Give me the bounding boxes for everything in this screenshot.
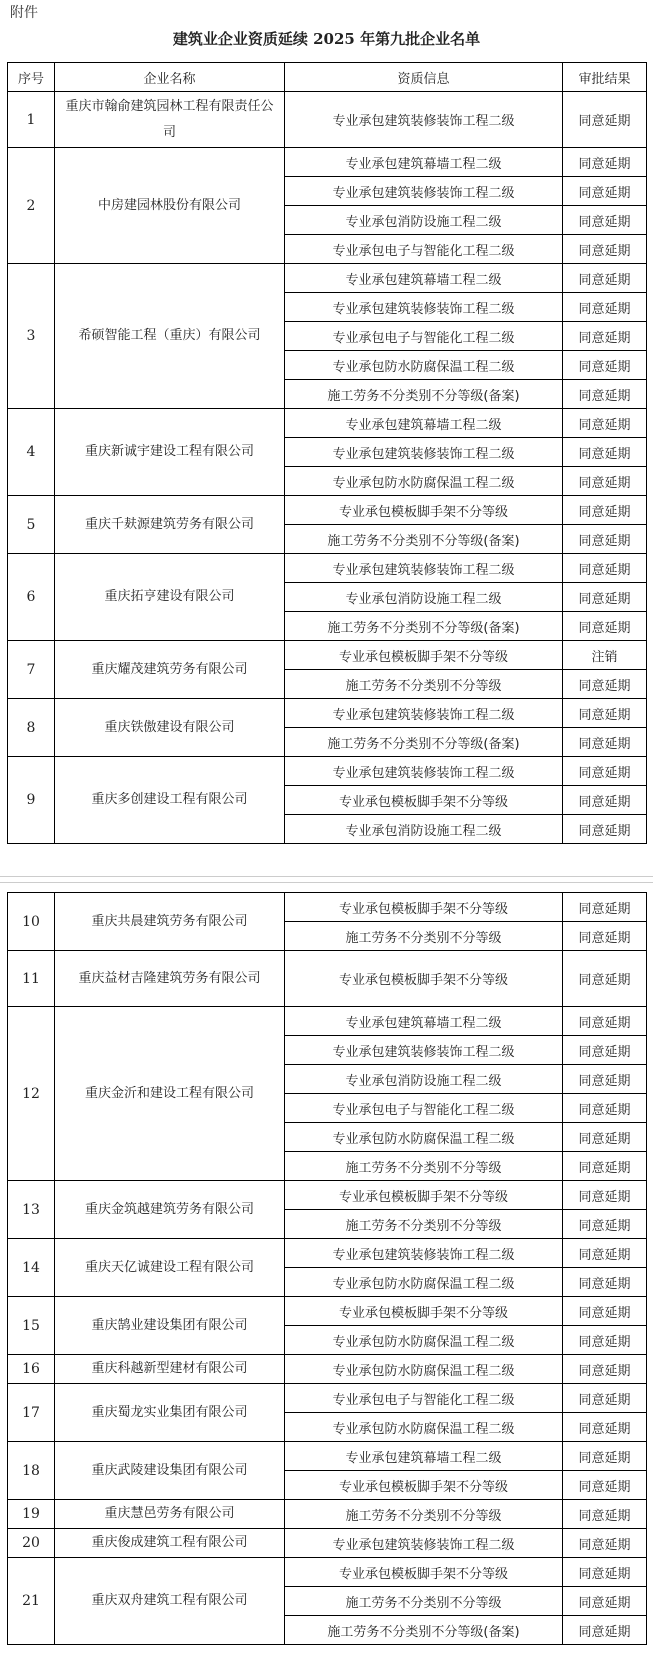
result-cell: 同意延期	[563, 293, 647, 322]
qualification-cell: 专业承包模板脚手架不分等级	[285, 786, 563, 815]
seq-number: 2	[8, 148, 55, 264]
table-row	[8, 496, 647, 525]
result-cell: 同意延期	[563, 496, 647, 525]
seq-number: 3	[8, 264, 55, 409]
result-cell: 同意延期	[563, 951, 647, 1007]
result-cell: 同意延期	[563, 177, 647, 206]
result-cell: 同意延期	[563, 815, 647, 844]
qualification-cell: 专业承包建筑幕墙工程二级	[285, 409, 563, 438]
table-row	[8, 1007, 647, 1036]
table-row	[8, 1239, 647, 1268]
seq-number: 19	[8, 1500, 55, 1529]
result-cell: 同意延期	[563, 1587, 647, 1616]
company-name: 重庆科越新型建材有限公司	[55, 1355, 285, 1384]
table-row	[8, 148, 647, 177]
qualification-cell: 施工劳务不分类别不分等级(备案)	[285, 525, 563, 554]
table-row	[8, 1384, 647, 1413]
result-cell: 同意延期	[563, 893, 647, 922]
qualification-cell: 专业承包建筑装修装饰工程二级	[285, 1239, 563, 1268]
seq-number: 8	[8, 699, 55, 757]
result-cell: 同意延期	[563, 235, 647, 264]
result-cell: 同意延期	[563, 1239, 647, 1268]
company-name: 中房建园林股份有限公司	[55, 148, 285, 264]
result-cell: 同意延期	[563, 670, 647, 699]
result-cell: 同意延期	[563, 206, 647, 235]
header-result: 审批结果	[563, 63, 647, 92]
company-name: 重庆耀茂建筑劳务有限公司	[55, 641, 285, 699]
seq-number: 12	[8, 1007, 55, 1181]
seq-number: 21	[8, 1558, 55, 1645]
result-cell: 同意延期	[563, 1181, 647, 1210]
result-cell: 同意延期	[563, 467, 647, 496]
seq-number: 13	[8, 1181, 55, 1239]
qualification-cell: 专业承包建筑装修装饰工程二级	[285, 554, 563, 583]
seq-number: 16	[8, 1355, 55, 1384]
result-cell: 同意延期	[563, 922, 647, 951]
qualification-cell: 专业承包防水防腐保温工程二级	[285, 1123, 563, 1152]
table-row	[8, 554, 647, 583]
qualification-cell: 专业承包模板脚手架不分等级	[285, 1297, 563, 1326]
result-cell: 同意延期	[563, 525, 647, 554]
table-row	[8, 1355, 647, 1384]
qualification-cell: 专业承包建筑装修装饰工程二级	[285, 1529, 563, 1558]
seq-number: 11	[8, 951, 55, 1007]
company-name: 重庆拓亨建设有限公司	[55, 554, 285, 641]
result-cell: 同意延期	[563, 148, 647, 177]
result-cell: 同意延期	[563, 1471, 647, 1500]
result-cell: 同意延期	[563, 1355, 647, 1384]
company-name: 重庆金沂和建设工程有限公司	[55, 1007, 285, 1181]
qualification-cell: 专业承包建筑装修装饰工程二级	[285, 92, 563, 148]
page-break	[0, 872, 653, 888]
result-cell: 同意延期	[563, 438, 647, 467]
result-cell: 同意延期	[563, 409, 647, 438]
qualification-cell: 专业承包建筑装修装饰工程二级	[285, 1036, 563, 1065]
qualification-cell: 专业承包模板脚手架不分等级	[285, 951, 563, 1007]
qualification-cell: 专业承包建筑装修装饰工程二级	[285, 293, 563, 322]
qualification-cell: 专业承包模板脚手架不分等级	[285, 641, 563, 670]
qualification-cell: 专业承包电子与智能化工程二级	[285, 235, 563, 264]
qualification-cell: 专业承包消防设施工程二级	[285, 1065, 563, 1094]
company-name: 重庆武陵建设集团有限公司	[55, 1442, 285, 1500]
qualification-cell: 专业承包防水防腐保温工程二级	[285, 467, 563, 496]
result-cell: 同意延期	[563, 554, 647, 583]
qualification-cell: 专业承包模板脚手架不分等级	[285, 1558, 563, 1587]
seq-number: 18	[8, 1442, 55, 1500]
qualification-cell: 专业承包消防设施工程二级	[285, 583, 563, 612]
company-name: 重庆市翰俞建筑园林工程有限责任公司	[55, 92, 285, 148]
result-cell: 同意延期	[563, 612, 647, 641]
table-row	[8, 951, 647, 1007]
seq-number: 9	[8, 757, 55, 844]
table-row	[8, 1500, 647, 1529]
table-row	[8, 893, 647, 922]
seq-number: 17	[8, 1384, 55, 1442]
result-cell: 同意延期	[563, 1500, 647, 1529]
qualification-cell: 专业承包防水防腐保温工程二级	[285, 351, 563, 380]
result-cell: 同意延期	[563, 322, 647, 351]
result-cell: 同意延期	[563, 1297, 647, 1326]
company-name: 重庆双舟建筑工程有限公司	[55, 1558, 285, 1645]
seq-number: 7	[8, 641, 55, 699]
qualification-cell: 专业承包防水防腐保温工程二级	[285, 1355, 563, 1384]
table-row	[8, 409, 647, 438]
table-row	[8, 641, 647, 670]
seq-number: 10	[8, 893, 55, 951]
qualification-cell: 专业承包建筑幕墙工程二级	[285, 1007, 563, 1036]
result-cell: 同意延期	[563, 786, 647, 815]
result-cell: 同意延期	[563, 1413, 647, 1442]
qualification-cell: 专业承包建筑装修装饰工程二级	[285, 757, 563, 786]
company-table-page1	[7, 62, 647, 844]
company-name: 重庆鹄业建设集团有限公司	[55, 1297, 285, 1355]
qualification-cell: 施工劳务不分类别不分等级(备案)	[285, 1616, 563, 1645]
company-name: 希硕智能工程（重庆）有限公司	[55, 264, 285, 409]
result-cell: 同意延期	[563, 380, 647, 409]
qualification-cell: 专业承包建筑装修装饰工程二级	[285, 699, 563, 728]
result-cell: 同意延期	[563, 757, 647, 786]
table-row	[8, 264, 647, 293]
company-name: 重庆俊成建筑工程有限公司	[55, 1529, 285, 1558]
table-header-row	[8, 63, 647, 92]
result-cell: 同意延期	[563, 1094, 647, 1123]
company-name: 重庆铁傲建设有限公司	[55, 699, 285, 757]
qualification-cell: 专业承包模板脚手架不分等级	[285, 496, 563, 525]
header-company: 企业名称	[55, 63, 285, 92]
table-row	[8, 1558, 647, 1587]
company-name: 重庆天亿诚建设工程有限公司	[55, 1239, 285, 1297]
result-cell: 同意延期	[563, 1558, 647, 1587]
qualification-cell: 专业承包防水防腐保温工程二级	[285, 1413, 563, 1442]
qualification-cell: 施工劳务不分类别不分等级	[285, 670, 563, 699]
table-row	[8, 1442, 647, 1471]
qualification-cell: 专业承包建筑装修装饰工程二级	[285, 177, 563, 206]
result-cell: 同意延期	[563, 1007, 647, 1036]
qualification-cell: 施工劳务不分类别不分等级	[285, 1587, 563, 1616]
company-name: 重庆共晨建筑劳务有限公司	[55, 893, 285, 951]
table-row	[8, 1529, 647, 1558]
seq-number: 6	[8, 554, 55, 641]
qualification-cell: 专业承包建筑幕墙工程二级	[285, 264, 563, 293]
header-qualification: 资质信息	[285, 63, 563, 92]
company-name: 重庆蜀龙实业集团有限公司	[55, 1384, 285, 1442]
result-cell: 同意延期	[563, 1065, 647, 1094]
table-row	[8, 699, 647, 728]
result-cell: 同意延期	[563, 1210, 647, 1239]
seq-number: 20	[8, 1529, 55, 1558]
seq-number: 1	[8, 92, 55, 148]
result-cell: 同意延期	[563, 264, 647, 293]
qualification-cell: 专业承包模板脚手架不分等级	[285, 1471, 563, 1500]
result-cell: 同意延期	[563, 728, 647, 757]
qualification-cell: 专业承包建筑装修装饰工程二级	[285, 438, 563, 467]
company-name: 重庆慧邑劳务有限公司	[55, 1500, 285, 1529]
qualification-cell: 专业承包模板脚手架不分等级	[285, 1181, 563, 1210]
table-row	[8, 92, 647, 148]
attachment-label: 附件	[10, 5, 38, 21]
company-name: 重庆益材吉隆建筑劳务有限公司	[55, 951, 285, 1007]
qualification-cell: 施工劳务不分类别不分等级	[285, 1500, 563, 1529]
company-name: 重庆千麸源建筑劳务有限公司	[55, 496, 285, 554]
qualification-cell: 施工劳务不分类别不分等级(备案)	[285, 612, 563, 641]
seq-number: 4	[8, 409, 55, 496]
qualification-cell: 专业承包防水防腐保温工程二级	[285, 1268, 563, 1297]
qualification-cell: 施工劳务不分类别不分等级(备案)	[285, 380, 563, 409]
qualification-cell: 专业承包消防设施工程二级	[285, 815, 563, 844]
qualification-cell: 专业承包电子与智能化工程二级	[285, 1384, 563, 1413]
result-cell: 同意延期	[563, 1326, 647, 1355]
table-row	[8, 757, 647, 786]
result-cell: 同意延期	[563, 1268, 647, 1297]
qualification-cell: 专业承包电子与智能化工程二级	[285, 1094, 563, 1123]
qualification-cell: 专业承包模板脚手架不分等级	[285, 893, 563, 922]
company-name: 重庆多创建设工程有限公司	[55, 757, 285, 844]
result-cell: 同意延期	[563, 1616, 647, 1645]
result-cell: 同意延期	[563, 583, 647, 612]
result-cell: 同意延期	[563, 699, 647, 728]
qualification-cell: 施工劳务不分类别不分等级	[285, 1210, 563, 1239]
seq-number: 14	[8, 1239, 55, 1297]
result-cell: 同意延期	[563, 351, 647, 380]
header-seq: 序号	[8, 63, 55, 92]
qualification-cell: 专业承包建筑幕墙工程二级	[285, 1442, 563, 1471]
qualification-cell: 施工劳务不分类别不分等级	[285, 1152, 563, 1181]
qualification-cell: 施工劳务不分类别不分等级	[285, 922, 563, 951]
qualification-cell: 施工劳务不分类别不分等级(备案)	[285, 728, 563, 757]
result-cell: 同意延期	[563, 1529, 647, 1558]
seq-number: 5	[8, 496, 55, 554]
result-cell: 同意延期	[563, 1036, 647, 1065]
result-cell: 同意延期	[563, 92, 647, 148]
result-cell: 同意延期	[563, 1152, 647, 1181]
company-name: 重庆新诚宇建设工程有限公司	[55, 409, 285, 496]
company-table-page2	[7, 892, 647, 1645]
table-row	[8, 1181, 647, 1210]
company-name: 重庆金筑越建筑劳务有限公司	[55, 1181, 285, 1239]
result-cell: 同意延期	[563, 1384, 647, 1413]
qualification-cell: 专业承包防水防腐保温工程二级	[285, 1326, 563, 1355]
qualification-cell: 专业承包电子与智能化工程二级	[285, 322, 563, 351]
table-row	[8, 1297, 647, 1326]
result-cell: 同意延期	[563, 1442, 647, 1471]
qualification-cell: 专业承包消防设施工程二级	[285, 206, 563, 235]
page-title: 建筑业企业资质延续 2025 年第九批企业名单	[172, 30, 481, 48]
qualification-cell: 专业承包建筑幕墙工程二级	[285, 148, 563, 177]
seq-number: 15	[8, 1297, 55, 1355]
result-cell: 注销	[563, 641, 647, 670]
result-cell: 同意延期	[563, 1123, 647, 1152]
